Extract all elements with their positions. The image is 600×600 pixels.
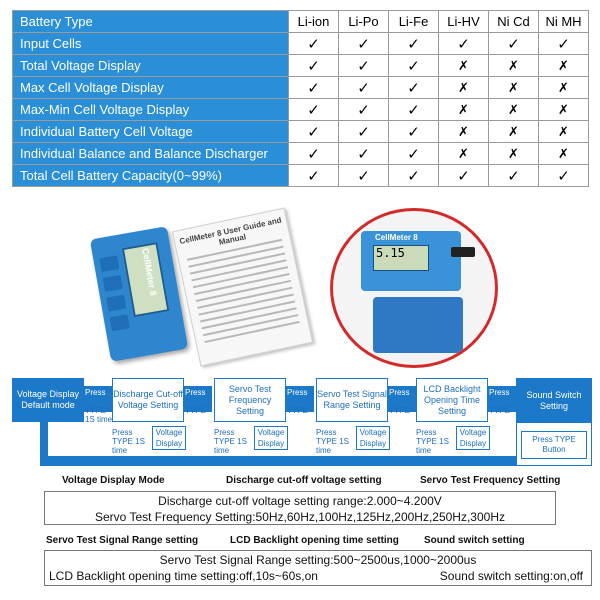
row-label: Individual Battery Cell Voltage: [13, 121, 289, 143]
cross-icon: ✗: [558, 80, 569, 96]
cross-icon: ✗: [458, 58, 469, 74]
cross-icon: ✗: [458, 102, 469, 118]
check-icon: ✓: [507, 166, 520, 185]
check-icon: ✓: [307, 122, 320, 141]
cross-icon: ✗: [458, 146, 469, 162]
settings-line-discharge: Discharge cut-off voltage setting range:2.000~4.200V: [158, 494, 442, 508]
header-li-po: Li-Po: [339, 11, 389, 33]
row-label: Total Cell Battery Capacity(0~99%): [13, 165, 289, 187]
table-row: [13, 55, 589, 77]
flow-step-title: Voltage Display: [16, 389, 80, 399]
check-icon: ✓: [357, 34, 370, 53]
voltage-display-box: Voltage Display: [254, 426, 288, 450]
row-label: Input Cells: [13, 33, 289, 55]
press-type-button-label: Press TYPE Button: [521, 431, 587, 459]
press-type-time-label: Press TYPE 1S time: [112, 428, 145, 455]
flow-step-2: [112, 378, 184, 422]
check-icon: ✓: [457, 166, 470, 185]
press-label: Press: [185, 388, 206, 397]
voltage-display-box: Voltage Display: [356, 426, 390, 450]
check-icon: ✓: [307, 34, 320, 53]
check-icon: ✓: [407, 100, 420, 119]
mode-flow-diagram: [0, 370, 600, 480]
cross-icon: ✗: [458, 124, 469, 140]
flow-step-title: LCD Backlight Opening Time Setting: [423, 383, 481, 416]
cross-icon: ✗: [508, 102, 519, 118]
table-row: [13, 143, 589, 165]
table-row: [13, 121, 589, 143]
cross-icon: ✗: [508, 80, 519, 96]
press-type-time-label: Press TYPE 1S time: [416, 428, 449, 455]
device-title: CellMeter 8: [140, 247, 159, 297]
type-label: TYPE: [185, 406, 206, 415]
check-icon: ✓: [357, 78, 370, 97]
caption-discharge-cutoff: Discharge cut-off voltage setting: [226, 475, 382, 486]
check-icon: ✓: [507, 34, 520, 53]
cross-icon: ✗: [558, 146, 569, 162]
settings-line-frequency: Servo Test Frequency Setting:50Hz,60Hz,100Hz,125Hz,200Hz,250Hz,300Hz: [95, 510, 505, 524]
cross-icon: ✗: [458, 80, 469, 96]
battery-pack-image: [373, 297, 463, 353]
check-icon: ✓: [557, 34, 570, 53]
check-icon: ✓: [457, 34, 470, 53]
check-icon: ✓: [357, 100, 370, 119]
user-manual-image: [172, 208, 313, 367]
press-label: Press: [489, 388, 510, 397]
check-icon: ✓: [407, 78, 420, 97]
voltage-display-box: Voltage Display: [456, 426, 490, 450]
check-icon: ✓: [357, 166, 370, 185]
caption-servo-signal-range: Servo Test Signal Range setting: [46, 535, 199, 546]
check-icon: ✓: [307, 100, 320, 119]
row-label: Total Voltage Display: [13, 55, 289, 77]
cross-icon: ✗: [508, 58, 519, 74]
press-label: Press: [389, 388, 410, 397]
flow-step-4: [316, 378, 388, 422]
check-icon: ✓: [407, 166, 420, 185]
table-row: [13, 33, 589, 55]
flow-step-title: Discharge Cut-off Voltage Setting: [113, 389, 183, 410]
type-label: TYPE: [287, 406, 308, 415]
flow-step-subtitle: Default mode: [21, 400, 75, 410]
cross-icon: ✗: [558, 124, 569, 140]
caption-servo-frequency: Servo Test Frequency Setting: [420, 475, 561, 486]
header-li-ion: Li-ion: [289, 11, 339, 33]
caption-voltage-display-mode: Voltage Display Mode: [62, 475, 165, 486]
press-type-time-label: Press TYPE 1S time: [316, 428, 349, 455]
caption-sound-switch: Sound switch setting: [424, 535, 525, 546]
flow-step-3: [214, 378, 286, 422]
table-row: [13, 77, 589, 99]
flow-step-1: [12, 378, 84, 422]
caption-lcd-backlight: LCD Backlight opening time setting: [230, 535, 399, 546]
closeup-photo: [330, 208, 498, 368]
check-icon: ✓: [407, 56, 420, 75]
flow-step-title: Servo Test Frequency Setting: [228, 383, 272, 416]
check-icon: ✓: [307, 144, 320, 163]
sound-switch-box: [516, 378, 592, 466]
check-icon: ✓: [407, 144, 420, 163]
press-type-time-label: Press TYPE 1S time: [214, 428, 247, 455]
closeup-label: CellMeter 8: [375, 233, 418, 242]
closeup-reading: 5.15: [373, 245, 429, 271]
check-icon: ✓: [557, 166, 570, 185]
header-ni-mh: Ni MH: [539, 11, 589, 33]
check-icon: ✓: [407, 34, 420, 53]
product-photos: [0, 200, 600, 370]
header-ni-cd: Ni Cd: [489, 11, 539, 33]
header-li-hv: Li-HV: [439, 11, 489, 33]
press-label: Press: [85, 388, 106, 397]
header-li-fe: Li-Fe: [389, 11, 439, 33]
press-label: Press: [287, 388, 308, 397]
manual-title: CellMeter 8 User Guide and Manual: [178, 215, 283, 247]
check-icon: ✓: [357, 122, 370, 141]
row-label: Max-Min Cell Voltage Display: [13, 99, 289, 121]
row-label: Individual Balance and Balance Discharger: [13, 143, 289, 165]
check-icon: ✓: [407, 122, 420, 141]
sound-switch-label: Sound Switch Setting: [517, 379, 591, 423]
table-row: [13, 99, 589, 121]
check-icon: ✓: [307, 56, 320, 75]
cross-icon: ✗: [508, 146, 519, 162]
check-icon: ✓: [357, 144, 370, 163]
table-row: [13, 165, 589, 187]
cross-icon: ✗: [508, 124, 519, 140]
cellmeter-device-image: [90, 226, 188, 362]
header-battery-type: Battery Type: [13, 11, 289, 33]
type-label: TYPE: [489, 406, 510, 415]
type-label: TYPE: [389, 406, 410, 415]
type-label: TYPE 1S time: [85, 406, 113, 424]
flow-step-5: [416, 378, 488, 422]
settings-line-signal-range: Servo Test Signal Range setting:500~2500us,1000~2000us: [159, 553, 477, 567]
cross-icon: ✗: [558, 58, 569, 74]
flow-step-title: Servo Test Signal Range Setting: [317, 389, 387, 410]
settings-box-1: [44, 491, 556, 525]
settings-box-2: [44, 550, 592, 586]
battery-compatibility-table: [12, 10, 589, 187]
cross-icon: ✗: [558, 102, 569, 118]
check-icon: ✓: [307, 166, 320, 185]
check-icon: ✓: [357, 56, 370, 75]
settings-line-backlight: LCD Backlight opening time setting:off,10s~60s,on: [49, 569, 318, 583]
settings-line-sound: Sound switch setting:on,off: [439, 569, 583, 583]
return-arrow: [40, 456, 592, 466]
check-icon: ✓: [307, 78, 320, 97]
voltage-display-box: Voltage Display: [152, 426, 186, 450]
row-label: Max Cell Voltage Display: [13, 77, 289, 99]
